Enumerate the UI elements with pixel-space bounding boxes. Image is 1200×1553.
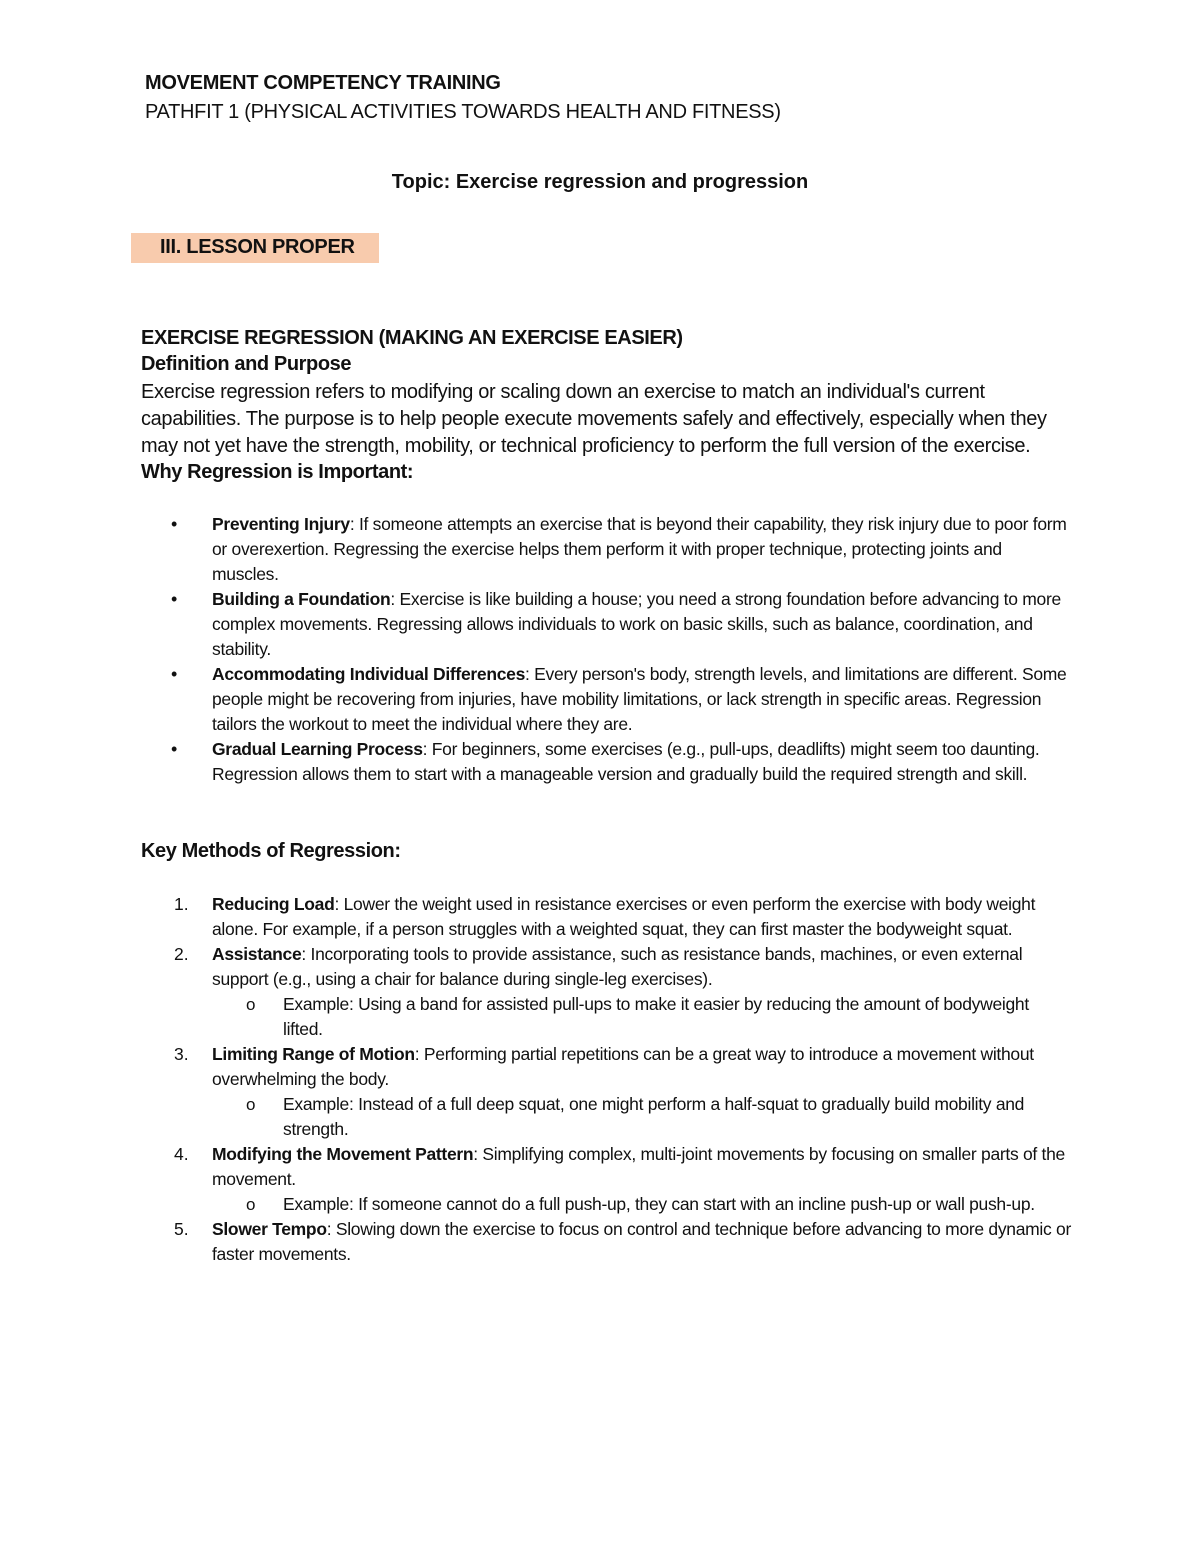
sub-list-item	[0, 992, 1200, 1042]
bullet-text: : Every person's body, strength levels, and limitations are different. Some people might be recovering from injuries, have mobility limitations, or lack strength in specific areas. Regression tailors the workout to meet the individual where they are.	[212, 664, 1067, 734]
sub-list-item	[0, 1092, 1200, 1142]
method-term: Assistance	[212, 944, 302, 964]
list-number: 3.	[174, 1044, 189, 1064]
definition-paragraph: Exercise regression refers to modifying or scaling down an exercise to match an individual's current capabilities. The purpose is to help people execute movements safely and effectively, especially when they may not yet have the strength, mobility, or technical proficiency to perform the full version of the exercise.	[141, 381, 1047, 457]
method-example: Example: Instead of a full deep squat, one might perform a half-squat to gradually build mobility and strength.	[283, 1094, 1025, 1139]
list-number: 5.	[174, 1219, 189, 1239]
circle-bullet-icon: o	[246, 1095, 256, 1114]
list-number: 2.	[174, 944, 189, 964]
circle-bullet-icon: o	[246, 1195, 256, 1214]
definition-heading: Definition and Purpose	[141, 353, 352, 375]
topic-heading: Topic: Exercise regression and progression	[391, 171, 809, 193]
bullet-icon: •	[171, 739, 178, 759]
bullet-term: Preventing Injury	[212, 514, 350, 534]
sub-list-item	[0, 1192, 1200, 1217]
section-heading: EXERCISE REGRESSION (MAKING AN EXERCISE EASIER)	[141, 327, 683, 349]
bullet-icon: •	[171, 664, 178, 684]
method-term: Slower Tempo	[212, 1219, 327, 1239]
method-example: Example: Using a band for assisted pull-ups to make it easier by reducing the amount of bodyweight lifted.	[283, 994, 1029, 1039]
list-number: 4.	[174, 1144, 189, 1164]
bullet-term: Accommodating Individual Differences	[212, 664, 526, 684]
method-text: : Performing partial repetitions can be a great way to introduce a movement without overwhelming the body.	[212, 1044, 1034, 1089]
list-number: 1.	[174, 894, 189, 914]
list-item	[0, 512, 1200, 587]
method-text: : Simplifying complex, multi-joint movements by focusing on smaller parts of the movement.	[212, 1144, 1065, 1189]
bullet-term: Gradual Learning Process	[212, 739, 423, 759]
method-term: Reducing Load	[212, 894, 335, 914]
circle-bullet-icon: o	[246, 995, 256, 1014]
method-text: : Incorporating tools to provide assistance, such as resistance bands, machines, or even external support (e.g., using a chair for balance during single-leg exercises).	[212, 944, 1023, 989]
document-subtitle: PATHFIT 1 (PHYSICAL ACTIVITIES TOWARDS HEALTH AND FITNESS)	[145, 101, 781, 123]
method-example: Example: If someone cannot do a full push-up, they can start with an incline push-up or wall push-up.	[283, 1194, 1035, 1214]
document-title: MOVEMENT COMPETENCY TRAINING	[145, 72, 501, 94]
bullet-term: Building a Foundation	[212, 589, 391, 609]
bullet-text: : If someone attempts an exercise that is beyond their capability, they risk injury due to poor form or overexertion. Regressing the exercise helps them perform it with proper technique, protecting joints and muscles.	[212, 514, 1067, 584]
list-item	[0, 942, 1200, 992]
key-methods-heading: Key Methods of Regression:	[141, 840, 401, 862]
importance-list	[0, 512, 1200, 787]
method-term: Modifying the Movement Pattern	[212, 1144, 474, 1164]
why-heading: Why Regression is Important:	[141, 461, 414, 483]
lesson-label: III. LESSON PROPER	[160, 236, 355, 258]
list-item	[0, 1042, 1200, 1092]
bullet-text: : For beginners, some exercises (e.g., pull-ups, deadlifts) might seem too daunting. Regression allows them to start with a manageable version and gradually build the required strength and skill.	[212, 739, 1040, 784]
bullet-icon: •	[171, 589, 178, 609]
list-item	[0, 587, 1200, 662]
list-item	[0, 662, 1200, 737]
bullet-icon: •	[171, 514, 178, 534]
list-item	[0, 892, 1200, 942]
method-text: : Slowing down the exercise to focus on control and technique before advancing to more dynamic or faster movements.	[212, 1219, 1071, 1264]
method-term: Limiting Range of Motion	[212, 1044, 415, 1064]
method-text: : Lower the weight used in resistance exercises or even perform the exercise with body weight alone. For example, if a person struggles with a weighted squat, they can first master the bodyweight squat.	[212, 894, 1036, 939]
list-item	[0, 737, 1200, 787]
methods-list	[0, 892, 1200, 1267]
bullet-text: : Exercise is like building a house; you need a strong foundation before advancing to more complex movements. Regressing allows individuals to work on basic skills, such as balance, coordination, and stability.	[212, 589, 1061, 659]
list-item	[0, 1142, 1200, 1192]
list-item	[0, 1217, 1200, 1267]
